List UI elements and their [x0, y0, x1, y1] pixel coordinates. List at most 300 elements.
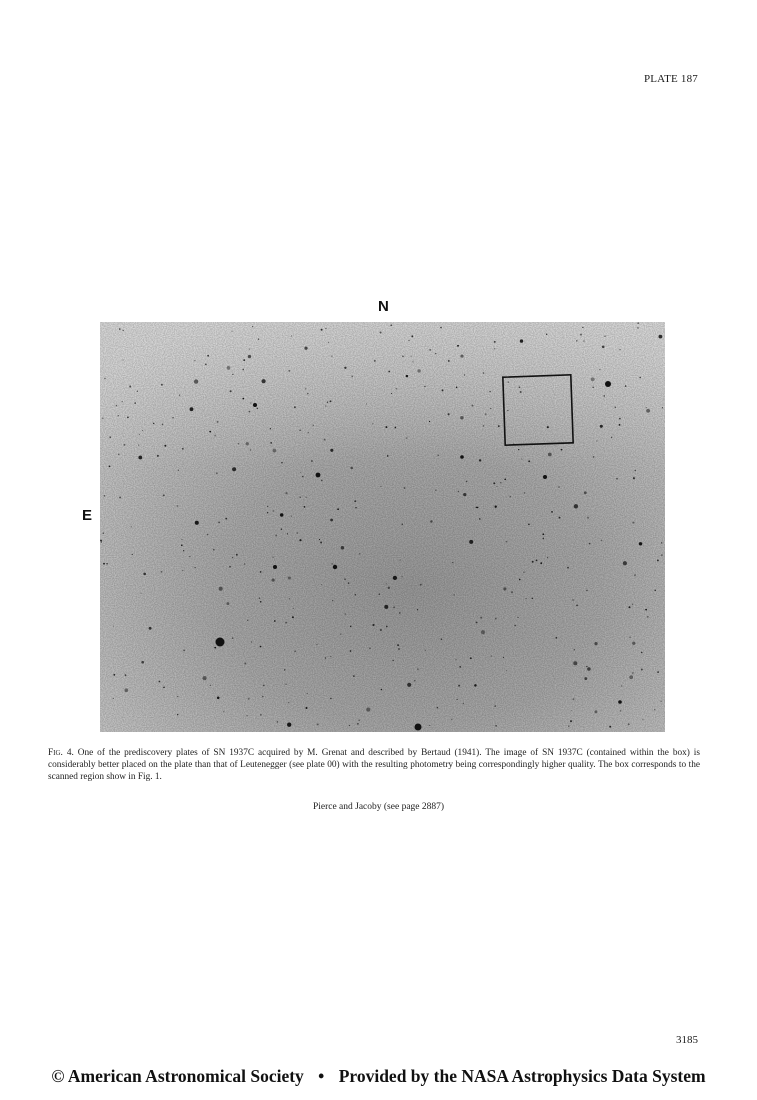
star: [458, 685, 460, 687]
star: [589, 543, 591, 545]
star: [406, 375, 408, 377]
star: [308, 432, 309, 433]
star: [474, 684, 477, 687]
figure-number: Fig. 4.: [48, 748, 74, 758]
star: [243, 359, 245, 361]
star: [514, 625, 516, 627]
star: [495, 618, 497, 620]
star: [452, 562, 453, 563]
star: [496, 486, 497, 487]
star: [507, 410, 508, 411]
star: [288, 576, 291, 579]
star: [101, 541, 102, 542]
star: [289, 598, 290, 599]
star: [489, 391, 491, 393]
star: [124, 444, 126, 446]
star: [219, 587, 223, 591]
star: [287, 723, 291, 727]
star: [294, 650, 295, 651]
star: [510, 496, 511, 497]
star: [532, 561, 534, 563]
star: [542, 533, 544, 535]
star: [429, 725, 430, 726]
star: [523, 571, 525, 573]
star: [223, 711, 224, 712]
star: [414, 680, 416, 682]
star: [331, 563, 332, 564]
star: [388, 371, 390, 373]
star: [508, 381, 509, 382]
star: [661, 701, 662, 702]
star: [246, 715, 247, 716]
star: [587, 517, 589, 519]
star: [584, 677, 587, 680]
star: [596, 440, 597, 441]
star: [131, 526, 132, 527]
star: [214, 435, 216, 437]
star: [536, 560, 538, 562]
star: [494, 705, 495, 706]
star: [164, 445, 166, 447]
star: [611, 437, 612, 438]
star: [479, 518, 480, 519]
star: [493, 482, 495, 484]
star: [248, 698, 250, 700]
star: [162, 424, 164, 426]
star: [639, 542, 642, 545]
star: [345, 613, 347, 615]
star: [242, 398, 244, 400]
star: [307, 393, 309, 395]
star: [244, 663, 246, 665]
star: [485, 413, 487, 415]
star: [129, 386, 131, 388]
star: [320, 542, 322, 544]
star: [134, 402, 136, 404]
star: [384, 605, 388, 609]
star: [619, 349, 620, 350]
star: [511, 591, 513, 593]
star: [141, 593, 142, 594]
star: [337, 508, 339, 510]
star: [207, 355, 209, 357]
star: [238, 443, 240, 445]
star: [411, 335, 413, 337]
star: [177, 696, 178, 697]
star: [179, 395, 180, 396]
star: [141, 661, 144, 664]
star: [304, 347, 307, 350]
star: [328, 342, 329, 343]
star: [561, 449, 563, 451]
star: [274, 620, 276, 622]
plate-label: PLATE 187: [643, 73, 698, 85]
star: [182, 570, 183, 571]
star: [203, 676, 207, 680]
star: [349, 725, 350, 726]
star: [402, 576, 403, 577]
star: [400, 560, 401, 561]
star: [330, 449, 333, 452]
star: [393, 576, 397, 580]
star: [138, 445, 139, 446]
star: [388, 587, 390, 589]
star: [350, 626, 351, 627]
star: [118, 415, 119, 416]
star: [330, 656, 331, 657]
star: [284, 669, 285, 670]
star: [398, 648, 400, 650]
star: [109, 436, 111, 438]
star: [299, 430, 300, 431]
star: [628, 723, 630, 725]
star: [213, 549, 215, 551]
star: [547, 426, 549, 428]
star: [520, 391, 522, 393]
star: [463, 703, 465, 705]
star: [396, 388, 397, 389]
star: [662, 407, 663, 408]
star: [300, 497, 301, 498]
star: [157, 455, 159, 457]
star: [236, 554, 238, 556]
star: [139, 434, 140, 435]
star: [350, 650, 352, 652]
star: [391, 393, 392, 394]
star: [429, 421, 430, 422]
star: [307, 693, 308, 694]
star: [372, 423, 373, 424]
star: [189, 556, 190, 557]
star: [287, 533, 288, 534]
star: [252, 326, 253, 327]
star: [639, 377, 641, 379]
star: [503, 587, 506, 590]
star: [288, 370, 290, 372]
star: [620, 710, 622, 712]
star: [232, 374, 233, 375]
star: [340, 633, 341, 634]
star: [633, 477, 635, 479]
star: [466, 481, 468, 483]
star: [331, 355, 332, 356]
star: [341, 546, 345, 550]
star: [297, 532, 298, 533]
star: [448, 413, 450, 415]
star: [464, 374, 465, 375]
star: [321, 329, 323, 331]
star: [571, 710, 572, 711]
star: [460, 355, 463, 358]
star: [632, 672, 634, 674]
star: [399, 612, 401, 614]
star: [448, 360, 450, 362]
star: [226, 602, 229, 605]
star: [217, 697, 220, 700]
star: [302, 476, 303, 477]
star: [504, 478, 506, 480]
star: [600, 425, 603, 428]
star: [327, 402, 328, 403]
star: [118, 454, 119, 455]
star: [366, 708, 370, 712]
star: [546, 334, 547, 335]
star: [321, 584, 322, 585]
star: [387, 455, 389, 457]
star: [270, 428, 271, 429]
star: [386, 583, 387, 584]
star: [119, 496, 121, 498]
star: [177, 505, 179, 507]
star: [441, 639, 442, 640]
star: [285, 622, 287, 624]
star: [359, 553, 360, 554]
star: [657, 559, 659, 561]
star: [500, 482, 501, 483]
star: [476, 622, 478, 624]
star: [304, 506, 306, 508]
star: [576, 605, 578, 607]
star: [417, 609, 418, 610]
star: [113, 626, 114, 627]
star: [629, 637, 631, 639]
star: [316, 644, 317, 645]
bright-star: [316, 473, 321, 478]
star: [267, 506, 268, 507]
star: [580, 334, 582, 336]
star: [330, 698, 331, 699]
credit-line: Pierce and Jacoby (see page 2887): [312, 802, 445, 812]
star: [249, 348, 250, 349]
star: [458, 491, 459, 492]
star: [494, 341, 496, 343]
star: [547, 557, 548, 558]
star: [551, 511, 553, 513]
star: [646, 409, 650, 413]
star: [161, 384, 163, 386]
star: [599, 369, 600, 370]
star: [294, 406, 296, 408]
star: [621, 685, 622, 686]
star: [548, 453, 552, 457]
star: [106, 563, 108, 565]
star: [558, 486, 560, 488]
star: [104, 495, 106, 497]
star: [654, 589, 656, 591]
star: [567, 567, 569, 569]
star: [195, 521, 199, 525]
star: [615, 407, 616, 408]
star: [113, 698, 114, 699]
star: [138, 456, 142, 460]
star: [604, 336, 605, 337]
star: [528, 524, 530, 526]
star: [584, 491, 587, 494]
star: [178, 470, 179, 471]
footer: [0, 1066, 757, 1087]
star: [366, 403, 367, 404]
star: [350, 467, 353, 470]
star: [177, 714, 178, 715]
star: [629, 606, 631, 608]
star: [330, 519, 333, 522]
star: [395, 427, 397, 429]
star: [528, 460, 530, 462]
star: [437, 455, 439, 457]
star: [103, 533, 104, 534]
star: [632, 604, 633, 605]
star: [195, 567, 196, 568]
star: [555, 637, 557, 639]
star: [230, 390, 232, 392]
star: [483, 372, 485, 374]
star: [273, 510, 274, 511]
star: [661, 554, 663, 556]
star: [582, 327, 583, 328]
star: [257, 408, 259, 410]
star: [161, 571, 163, 573]
star: [232, 467, 236, 471]
footer-copyright: © American Astronomical Society: [51, 1066, 304, 1086]
star: [344, 578, 346, 580]
star: [601, 540, 603, 542]
bright-star: [273, 565, 277, 569]
star: [647, 616, 649, 618]
star: [623, 561, 627, 565]
star: [603, 395, 604, 396]
star: [574, 649, 575, 650]
star: [153, 423, 154, 424]
star: [250, 403, 251, 404]
star: [321, 480, 323, 482]
star: [116, 405, 117, 406]
star: [661, 542, 662, 543]
star: [619, 424, 621, 426]
star: [386, 626, 388, 628]
star: [123, 330, 124, 331]
star: [232, 637, 234, 639]
star: [258, 339, 259, 340]
star: [163, 687, 165, 689]
star: [570, 720, 572, 722]
star: [498, 425, 500, 427]
star: [380, 332, 382, 334]
star: [495, 506, 497, 508]
star: [491, 655, 492, 656]
star: [182, 448, 184, 450]
star: [218, 522, 220, 524]
star: [247, 620, 248, 621]
star: [132, 554, 133, 555]
star: [325, 405, 326, 406]
star: [122, 401, 123, 402]
star: [494, 348, 495, 349]
star: [442, 389, 444, 391]
star: [506, 541, 508, 543]
star: [181, 539, 182, 540]
star: [435, 490, 436, 491]
star: [404, 487, 406, 489]
star: [317, 723, 319, 725]
star: [425, 650, 426, 651]
star: [594, 710, 597, 713]
star: [490, 408, 491, 409]
star: [348, 582, 349, 583]
star: [385, 426, 387, 428]
star: [625, 385, 627, 387]
star: [260, 571, 262, 573]
star: [559, 517, 561, 519]
star: [325, 328, 326, 329]
star: [248, 355, 251, 358]
star: [229, 566, 231, 568]
star: [480, 617, 482, 619]
star: [217, 421, 219, 423]
star: [417, 668, 419, 670]
star: [424, 386, 425, 387]
star: [305, 497, 306, 498]
star: [602, 346, 605, 349]
bright-star: [460, 455, 464, 459]
star: [100, 540, 102, 542]
star: [183, 650, 185, 652]
star: [379, 593, 380, 594]
bright-star: [605, 381, 611, 387]
star: [143, 573, 146, 576]
star: [619, 418, 621, 420]
star: [267, 512, 268, 513]
star: [351, 376, 353, 378]
star: [124, 688, 128, 692]
star: [275, 534, 277, 536]
star: [210, 685, 211, 686]
star: [260, 714, 262, 716]
star: [411, 356, 412, 357]
star: [313, 425, 314, 426]
star: [654, 709, 655, 710]
star: [260, 601, 262, 603]
star: [369, 648, 370, 649]
star: [573, 661, 577, 665]
star: [194, 360, 195, 361]
bright-star: [618, 700, 622, 704]
star: [142, 430, 143, 431]
star: [291, 516, 292, 517]
star: [576, 340, 577, 341]
star: [355, 594, 357, 596]
star: [251, 641, 252, 642]
star: [273, 449, 277, 453]
bright-star: [253, 403, 257, 407]
star: [397, 644, 399, 646]
star: [586, 666, 587, 667]
star: [574, 504, 578, 508]
star: [437, 707, 438, 708]
star: [532, 598, 534, 600]
star: [402, 523, 403, 524]
star: [354, 500, 356, 502]
star: [358, 720, 360, 722]
star: [272, 557, 273, 558]
star: [344, 367, 346, 369]
star: [417, 369, 420, 372]
bright-star: [543, 475, 547, 479]
star: [293, 608, 294, 609]
star: [127, 416, 129, 418]
star: [657, 671, 659, 673]
north-label: N: [378, 298, 389, 315]
star: [281, 462, 283, 464]
